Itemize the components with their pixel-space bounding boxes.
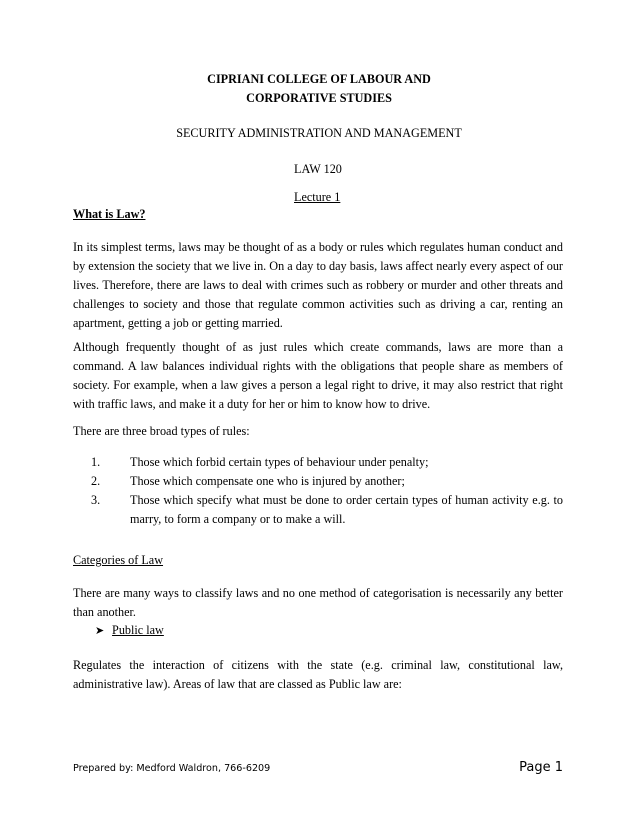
list-item-text: Those which compensate one who is injured by another; (130, 474, 405, 488)
paragraph-public-law (73, 656, 563, 694)
paragraph-text: There are many ways to classify laws and no one method of categorisation is necessarily any better than another. (73, 586, 563, 619)
paragraph-text: There are three broad types of rules: (73, 424, 250, 438)
list-number: 2. (91, 474, 101, 488)
paragraph-rules-commands (73, 338, 563, 414)
bullet-label: Public law (112, 623, 164, 637)
list-number: 3. (91, 493, 101, 507)
prepared-by-text: Prepared by: Medford Waldron, 766-6209 (73, 763, 271, 774)
rules-list (73, 453, 563, 529)
college-name-line1: CIPRIANI COLLEGE OF LABOUR AND (207, 72, 431, 86)
paragraph-text: Regulates the interaction of citizens with the state (e.g. criminal law, constitutional law, administrative law). Areas of law that are classed as Public law are: (73, 658, 563, 691)
course-title: SECURITY ADMINISTRATION AND MANAGEMENT (176, 126, 462, 140)
list-item (73, 472, 563, 491)
paragraph-three-types (73, 422, 563, 441)
bullet-public-law (95, 623, 164, 638)
paragraph-text: In its simplest terms, laws may be thought of as a body or rules which regulates human conduct and by extension the society that we live in. On a day to day basis, laws affect nearly every aspect of our lives. Therefore, there are laws to deal with crimes such as robbery or murder and other threats and challenges to society and those that regulate common activities such as driving a car, renting an apartment, getting a job or getting married. (73, 240, 563, 330)
list-number: 1. (91, 455, 101, 469)
course-code: LAW 120 (294, 162, 342, 176)
lecture-number: Lecture 1 (294, 190, 341, 204)
paragraph-simplest-terms (73, 238, 563, 333)
section-heading-categories: Categories of Law (73, 553, 164, 567)
list-item (73, 453, 563, 472)
list-item-text: Those which specify what must be done to order certain types of human activity e.g. to marry, to form a company or to make a will. (130, 493, 563, 526)
page-number: Page 1 (519, 760, 563, 775)
arrow-bullet-icon: ➤ (95, 624, 105, 637)
paragraph-text: Although frequently thought of as just rules which create commands, laws are more than a command. A law balances individual rights with the obligations that people share as members of society. For example, when a law gives a person a legal right to drive, it may also restrict that right with traffic laws, and make it a duty for her or him to know how to drive. (73, 340, 563, 411)
section-heading-what-is-law: What is Law? (73, 207, 146, 221)
list-item (73, 491, 563, 529)
list-item-text: Those which forbid certain types of behaviour under penalty; (130, 455, 429, 469)
college-name-line2: CORPORATIVE STUDIES (246, 91, 392, 105)
paragraph-classify-laws (73, 584, 563, 622)
page-footer (73, 760, 563, 778)
